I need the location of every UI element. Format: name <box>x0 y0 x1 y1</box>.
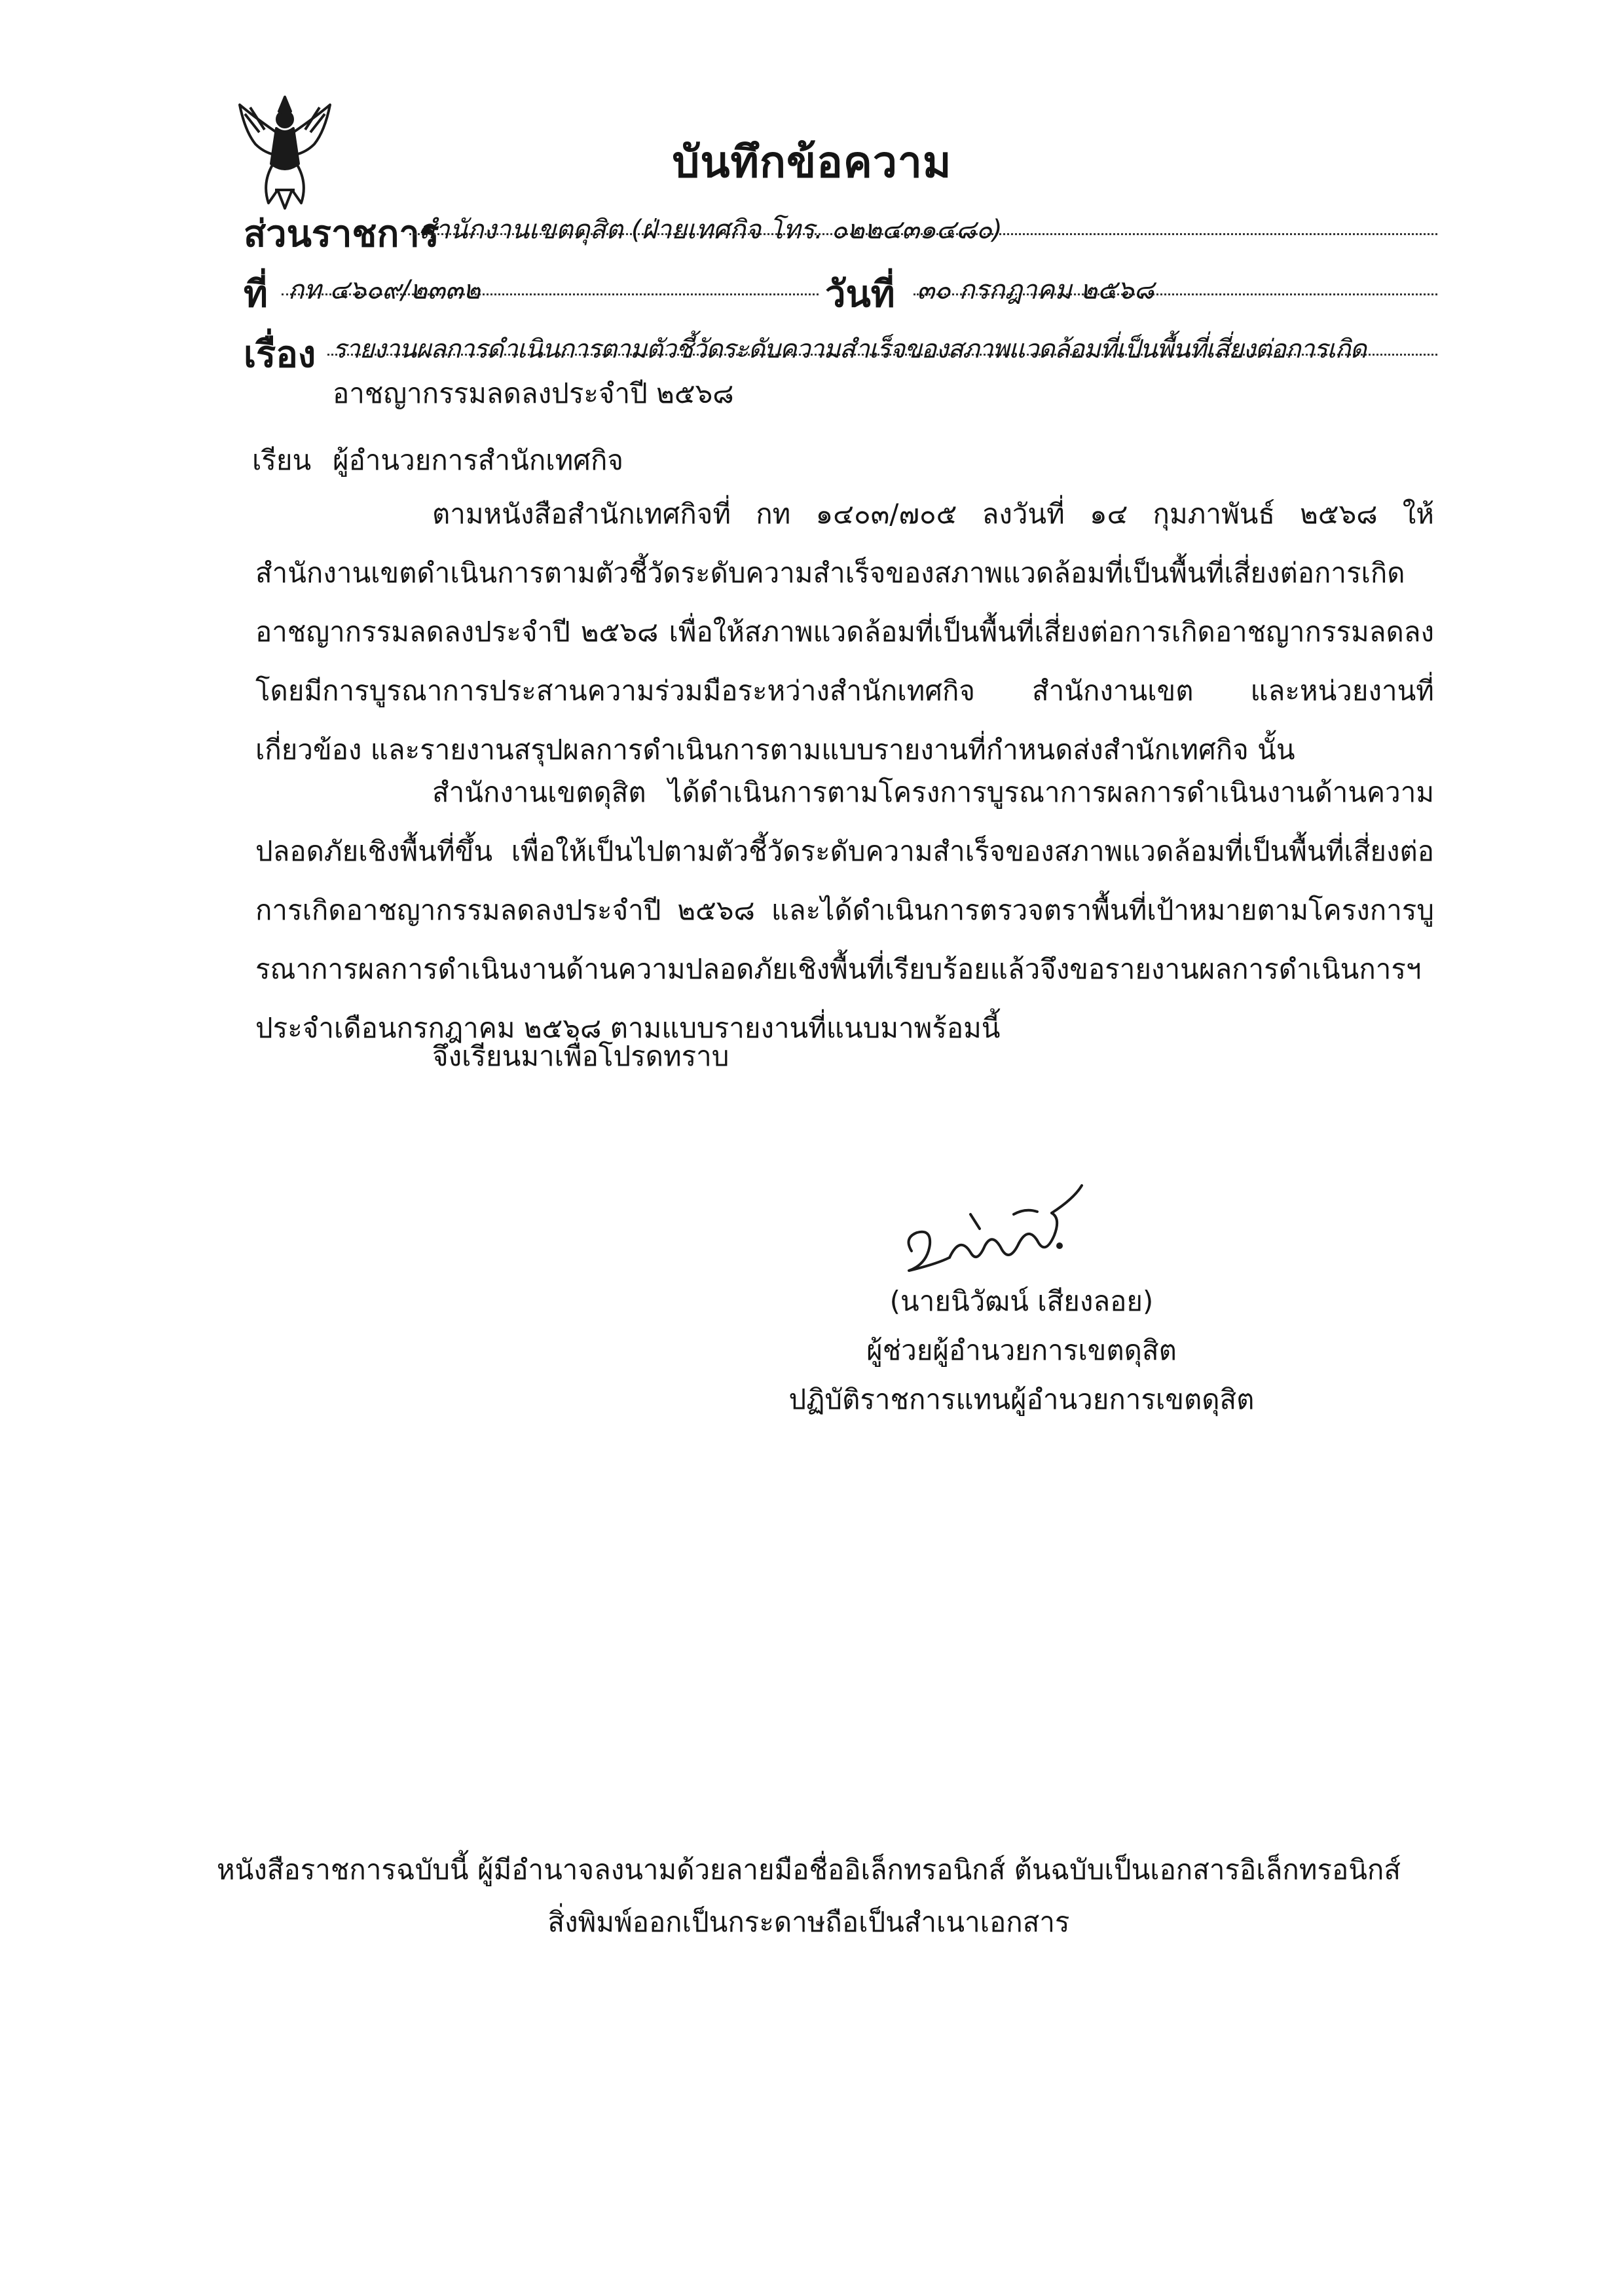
footer-line-1: หนังสือราชการฉบับนี้ ผู้มีอำนาจลงนามด้วยลายมือชื่ออิเล็กทรอนิกส์ ต้นฉบับเป็นเอกสารอิเล็กทรอนิกส์ <box>216 1854 1401 1886</box>
ref-label: ที่ <box>244 273 268 316</box>
salutation-label: เรียน <box>252 444 312 476</box>
salutation-value: ผู้อำนวยการสำนักเทศกิจ <box>333 444 623 476</box>
department-value: สำนักงานเขตดุสิต (ฝ่ายเทศกิจ โทร. ๐๒๒๔๓๑๔๘๐) <box>419 215 1003 245</box>
handwritten-signature <box>897 1172 1094 1284</box>
department-label: ส่วนราชการ <box>244 213 439 255</box>
body-paragraph-2: สำนักงานเขตดุสิต ได้ดำเนินการตามโครงการบูรณาการผลการดำเนินงานด้านความปลอดภัยเชิงพื้นที่ขึ้น เพื่อให้เป็นไปตามตัวชี้วัดระดับความสำเร็จของสภาพแวดล้อมที่เป็นพื้นที่เสี่ยงต่อการเกิดอาชญากรรมลดลงประจำปี ๒๕๖๘ และได้ดำเนินการตรวจตราพื้นที่เป้าหมายตามโครงการบูรณาการผลการดำเนินงานด้านความปลอดภัยเชิงพื้นที่เรียบร้อยแล้วจึงขอรายงานผลการดำเนินการฯ ประจำเดือนกรกฎาคม ๒๕๖๘ ตามแบบรายงานที่แนบมาพร้อมนี้ <box>255 776 1434 1044</box>
body-paragraph-1: ตามหนังสือสำนักเทศกิจที่ กท ๑๔๐๓/๗๐๕ ลงวันที่ ๑๔ กุมภาพันธ์ ๒๕๖๘ ให้สำนักงานเขตดำเนินการตามตัวชี้วัดระดับความสำเร็จของสภาพแวดล้อมที่เป็นพื้นที่เสี่ยงต่อการเกิดอาชญากรรมลดลงประจำปี ๒๕๖๘ เพื่อให้สภาพแวดล้อมที่เป็นพื้นที่เสี่ยงต่อการเกิดอาชญากรรมลดลง โดยมีการบูรณาการประสานความร่วมมือระหว่างสำนักเทศกิจ สำนักงานเขต และหน่วยงานที่เกี่ยวข้อง และรายงานสรุปผลการดำเนินการตามแบบรายงานที่กำหนดส่งสำนักเทศกิจ นั้น <box>255 498 1434 766</box>
ref-value: กท ๔๖๐๙/๒๓๓๒ <box>288 275 481 305</box>
date-label: วันที่ <box>825 273 895 316</box>
memo-title: บันทึกข้อความ <box>672 137 952 187</box>
subject-label: เรื่อง <box>244 333 316 376</box>
signatory-position: ผู้ช่วยผู้อำนวยการเขตดุสิต <box>866 1334 1177 1366</box>
subject-line-1: รายงานผลการดำเนินการตามตัวชี้วัดระดับความสำเร็จของสภาพแวดล้อมที่เป็นพื้นที่เสี่ยงต่อการเกิด <box>333 335 1366 364</box>
date-value: ๓๐ กรกฎาคม ๒๕๖๘ <box>917 275 1154 305</box>
footer-line-2: สิ่งพิมพ์ออกเป็นกระดาษถือเป็นสำเนาเอกสาร <box>547 1906 1070 1938</box>
closing-line: จึงเรียนมาเพื่อโปรดทราบ <box>432 1040 729 1072</box>
signatory-name: (นายนิวัฒน์ เสียงลอย) <box>889 1285 1154 1317</box>
subject-line-2: อาชญากรรมลดลงประจำปี ๒๕๖๘ <box>333 377 734 409</box>
signatory-acting: ปฏิบัติราชการแทนผู้อำนวยการเขตดุสิต <box>788 1383 1255 1415</box>
